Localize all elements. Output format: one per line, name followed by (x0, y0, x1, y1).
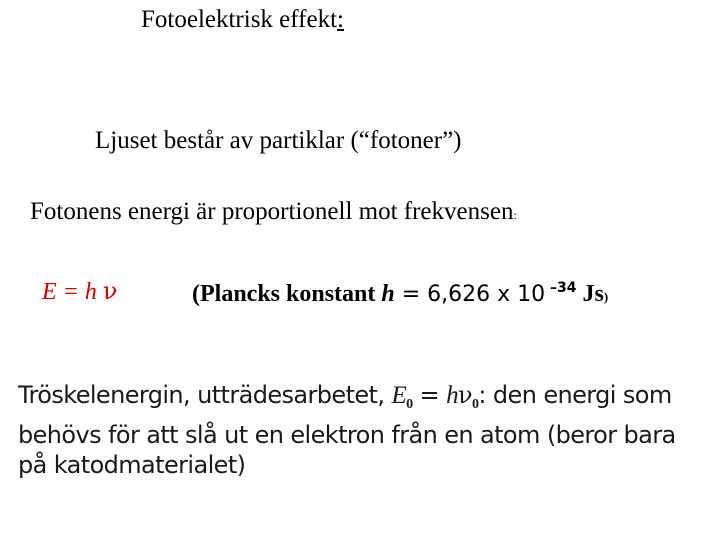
title-text: Fotoelektrisk effekt (141, 6, 338, 33)
planck-constant (192, 280, 608, 308)
threshold-energy-paragraph (18, 380, 708, 480)
planck-prefix: (Plancks konstant (192, 281, 382, 307)
threshold-E: E (391, 382, 407, 409)
planck-exponent: –34 (545, 280, 577, 296)
energy-text: Fotonens energi är proportionell mot frekvensen (30, 198, 514, 225)
energy-formula (42, 277, 117, 306)
threshold-nu-sub: 0 (472, 397, 479, 412)
formula-nu: ν (102, 277, 118, 305)
threshold-h: h (446, 382, 458, 409)
formula-lhs: E = h (42, 279, 103, 305)
threshold-part1: Tröskelenergin, utträdesarbetet, (18, 381, 392, 409)
energy-colon: : (513, 208, 517, 222)
planck-unit: Js (576, 281, 604, 307)
threshold-nu: ν (458, 381, 472, 409)
photon-energy-statement (30, 198, 517, 226)
photon-statement: Ljuset består av partiklar (“fotoner”) (95, 127, 462, 154)
planck-value: 6,626 x 10 (427, 282, 546, 307)
threshold-E-sub: 0 (406, 397, 413, 412)
planck-eq: = (394, 282, 428, 307)
planck-h: h (381, 281, 395, 307)
title-colon: : (337, 6, 344, 33)
threshold-part2: : den energi som behövs för att slå ut en elektron från en atom (beror bara på katodmaterialet) (18, 381, 676, 479)
threshold-eq: = (412, 381, 447, 409)
page-title (141, 6, 344, 34)
planck-close: ) (603, 289, 609, 304)
